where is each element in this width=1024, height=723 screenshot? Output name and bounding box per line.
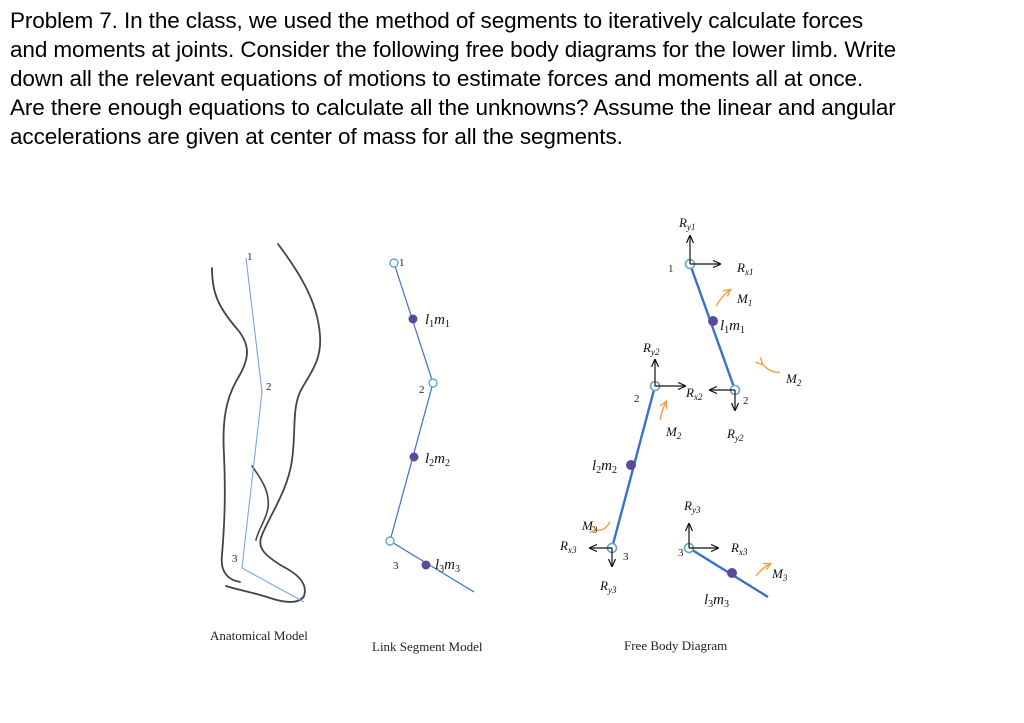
fbd-m2-shank-arrow bbox=[660, 402, 666, 420]
fbd-ry1-label: $R_{y1}$ bbox=[679, 215, 696, 232]
anatomy-joint-2-label: 2 bbox=[266, 381, 272, 393]
link-joint-2-label: 2 bbox=[419, 384, 425, 396]
fbd-m3-shank-arrow bbox=[596, 522, 610, 530]
link-segment-2-label: $l_2m_2$ bbox=[425, 451, 451, 469]
fbd-thigh-com bbox=[708, 316, 718, 326]
link-joint-1 bbox=[390, 259, 398, 267]
problem-line: accelerations are given at center of mass for all the segments. bbox=[10, 124, 623, 149]
anatomy-axis-thigh bbox=[246, 258, 262, 392]
fbd-m2-thigh-label: $M_2$ bbox=[786, 371, 802, 388]
fbd-caption: Free Body Diagram bbox=[624, 638, 728, 653]
anatomy-caption: Anatomical Model bbox=[210, 628, 308, 643]
fbd-shank-com-label: $l_2m_2$ bbox=[592, 458, 618, 476]
link-joint-1-label: 1 bbox=[399, 257, 405, 269]
fbd-joint-2-thigh-label: 2 bbox=[743, 395, 749, 407]
anatomy-joint-3-label: 3 bbox=[232, 553, 238, 565]
fbd-joint-3-shank-label: 3 bbox=[623, 551, 629, 563]
problem-line: Problem 7. In the class, we used the method of segments to iteratively calculate forces bbox=[10, 8, 863, 33]
fbd-m1-label: $M_1$ bbox=[737, 291, 753, 308]
fbd-m3-foot-label: $M_3$ bbox=[772, 566, 788, 583]
fbd-ry2-shank-label: $R_{y2}$ bbox=[643, 340, 660, 357]
fbd-m2-shank-label: $M_2$ bbox=[666, 424, 682, 441]
link-segment-1-label: $l_1m_1$ bbox=[425, 312, 451, 330]
link-com-3 bbox=[422, 561, 431, 570]
fbd-foot-com-label: $l_3m_3$ bbox=[704, 592, 730, 610]
fbd-rx3-shank-label: $R_{x3}$ bbox=[560, 538, 577, 555]
fbd-ry2-thigh-label: $R_{y2}$ bbox=[727, 426, 744, 443]
fbd-m3-shank-label: $M_3$ bbox=[582, 518, 598, 535]
anatomy-axis-shank bbox=[242, 392, 262, 568]
problem-line: Are there enough equations to calculate all the unknowns? Assume the linear and angular bbox=[10, 95, 896, 120]
fbd-ry3-foot-label: $R_{y3}$ bbox=[684, 498, 701, 515]
link-segment-3-label: $l_3m_3$ bbox=[435, 557, 461, 575]
link-joint-2 bbox=[429, 379, 437, 387]
leg-outline-back bbox=[212, 268, 247, 582]
anatomical-model bbox=[210, 244, 320, 643]
link-segment-3 bbox=[390, 541, 474, 592]
fbd-joint-3-foot-label: 3 bbox=[678, 547, 684, 559]
leg-outline-inner bbox=[252, 466, 268, 540]
link-joint-3 bbox=[386, 537, 394, 545]
fbd-thigh-com-label: $l_1m_1$ bbox=[720, 318, 746, 336]
fbd-ry3-shank-label: $R_{y3}$ bbox=[600, 578, 617, 595]
fbd-joint-2-shank-label: 2 bbox=[634, 393, 640, 405]
fbd-rx2-label: $R_{x2}$ bbox=[686, 385, 703, 402]
problem-line: down all the relevant equations of motions to estimate forces and moments all at once. bbox=[10, 66, 864, 91]
link-com-2 bbox=[410, 453, 419, 462]
fbd-m2-thigh-arrow bbox=[762, 364, 780, 372]
problem-line: and moments at joints. Consider the following free body diagrams for the lower limb. Write bbox=[10, 37, 896, 62]
leg-outline-front bbox=[226, 244, 320, 602]
fbd-shank-com bbox=[626, 460, 636, 470]
link-segment-model bbox=[372, 257, 483, 654]
link-com-1 bbox=[409, 315, 418, 324]
fbd-rx3-foot-label: $R_{x3}$ bbox=[731, 540, 748, 557]
link-caption: Link Segment Model bbox=[372, 639, 483, 654]
anatomy-joint-1-label: 1 bbox=[247, 251, 253, 263]
fbd-foot-com bbox=[727, 568, 737, 578]
link-joint-3-label: 3 bbox=[393, 560, 399, 572]
fbd-joint-1-label: 1 bbox=[668, 263, 674, 275]
fbd-m1-arrow bbox=[716, 290, 730, 306]
fbd-rx1-label: $R_{x1}$ bbox=[737, 260, 754, 277]
free-body-diagram bbox=[559, 215, 802, 653]
fbd-m3-foot-arrow bbox=[756, 564, 770, 576]
